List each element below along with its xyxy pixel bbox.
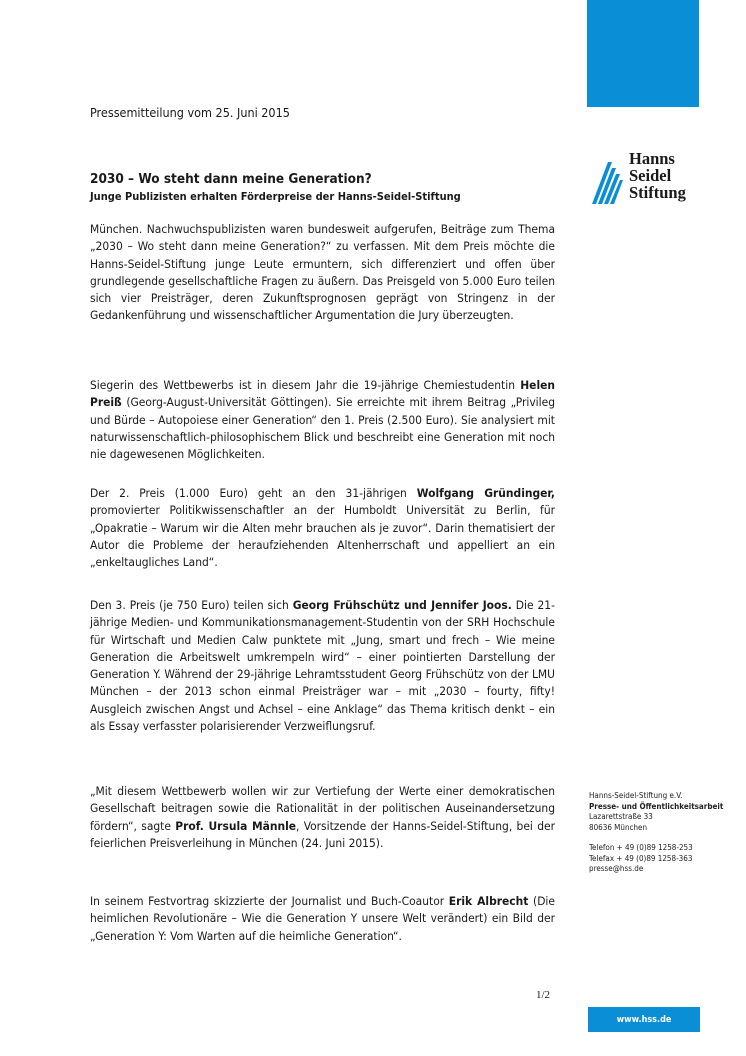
page-number: 1/2 [536, 989, 551, 1001]
headline: 2030 – Wo steht dann meine Generation? [90, 171, 372, 187]
website-link[interactable]: www.hss.de [588, 1007, 700, 1032]
contact-email[interactable]: presse@hss.de [589, 864, 644, 873]
contact-fax: Telefax + 49 (0)89 1258-363 [589, 853, 693, 863]
contact-org: Hanns-Seidel-Stiftung e.V. [589, 791, 683, 800]
brand-color-bar [587, 0, 699, 107]
subheadline: Junge Publizisten erhalten Förderpreise der Hanns-Seidel-Stiftung [90, 190, 461, 203]
logo-wordmark: Hanns Seidel Stiftung [629, 149, 686, 202]
winner-name: Helen Preiß [90, 378, 555, 410]
paragraph-quote: „Mit diesem Wettbewerb wollen wir zur Vertiefung der Werte einer demokratischen Gesellschaft beitragen sowie die Rationalität in der politischen Auseinandersetzung fördern“, sagte Prof. Ursula Männle, Vorsitzende der Hanns-Seidel-Stiftung, bei der feierlichen Preisverleihung in München (24. Juni 2015). [90, 784, 556, 850]
keynote-speaker-name: Erik Albrecht [448, 894, 529, 908]
contact-city: 80636 München [589, 822, 648, 832]
paragraph-second-prize: Der 2. Preis (1.000 Euro) geht an den 31-jährigen Wolfgang Gründinger, promovierter Politikwissenschaftler an der Humboldt Universität zu Berlin, für „Opakratie – Warum wir die Alten mehr brauchen als je zuvor“. Darin thematisiert der Autor die Probleme der heraufziehenden Altenherrschaft und appelliert an ein „enkeltaugliches Land“. [90, 486, 555, 570]
lead-paragraph: München. Nachwuchspublizisten waren bundesweit aufgerufen, Beiträge zum Thema „2030 – Wo steht dann meine Generation?“ zu verfassen. Mit dem Preis möchte die Hanns-Seidel-Stiftung junge Leute ermuntern, sich differenziert und offen über grundlegende gesellschaftliche Fragen zu äußern. Das Preisgeld von 5.000 Euro teilen sich vier Preisträger, deren Zukunftsprognosen geprägt von Stringenz in der Gedankenführung und wissenschaftlicher Argumentation die Jury überzeugten. [90, 222, 555, 323]
logo-stripes-icon [591, 152, 625, 206]
third-prize-names: Georg Frühschütz und Jennifer Joos. [292, 598, 512, 612]
paragraph-third-prize: Den 3. Preis (je 750 Euro) teilen sich Georg Frühschütz und Jennifer Joos. Die 21-jährige Medien- und Kommunikationsmanagement-Studentin von der SRH Hochschule für Wirtschaft und Medien Calw punktete mit „Jung, smart und frech – Wie meine Generation die Arbeitswelt umkrempeln wird“ – einer pointierten Darstellung der Generation Y. Während der 29-jährige Lehramtsstudent Georg Frühschütz von der LMU München – der 2013 schon einmal Preisträger war – mit „2030 – fourty, fifty! Ausgleich zwischen Angst und Achsel – eine Anklage“ das Thema kritisch denkt – ein als Essay verfasster polarisierender Verzweiflungsruf. [90, 598, 555, 734]
contact-phone: Telefon + 49 (0)89 1258-253 [589, 843, 693, 852]
contact-street: Lazarettstraße 33 [589, 812, 653, 821]
speaker-name: Prof. Ursula Männle [175, 818, 296, 833]
contact-department: Presse- und Öffentlichkeitsarbeit [589, 801, 724, 811]
paragraph-first-prize: Siegerin des Wettbewerbs ist in diesem Jahr die 19-jährige Chemiestudentin Helen Preiß (Georg-August-Universität Göttingen). Sie erreichte mit ihrem Beitrag „Privileg und Bürde – Autopoiese einer Generation“ den 1. Preis (2.500 Euro). Sie analysiert mit naturwissenschaftlich-philosophischem Blick und beschreibt eine Generation mit noch nie dagewesenen Möglichkeiten. [90, 378, 555, 462]
press-release-date: Pressemitteilung vom 25. Juni 2015 [90, 105, 290, 120]
second-prize-name: Wolfgang Gründinger, [416, 486, 555, 500]
hss-logo [591, 150, 711, 212]
contact-block [589, 791, 723, 875]
paragraph-keynote: In seinem Festvortrag skizzierte der Journalist und Buch-Coautor Erik Albrecht (Die heimlichen Revolutionäre – Wie die Generation Y unsere Welt verändert) ein Bild der „Generation Y: Vom Warten auf die heimliche Generation“. [90, 894, 555, 943]
